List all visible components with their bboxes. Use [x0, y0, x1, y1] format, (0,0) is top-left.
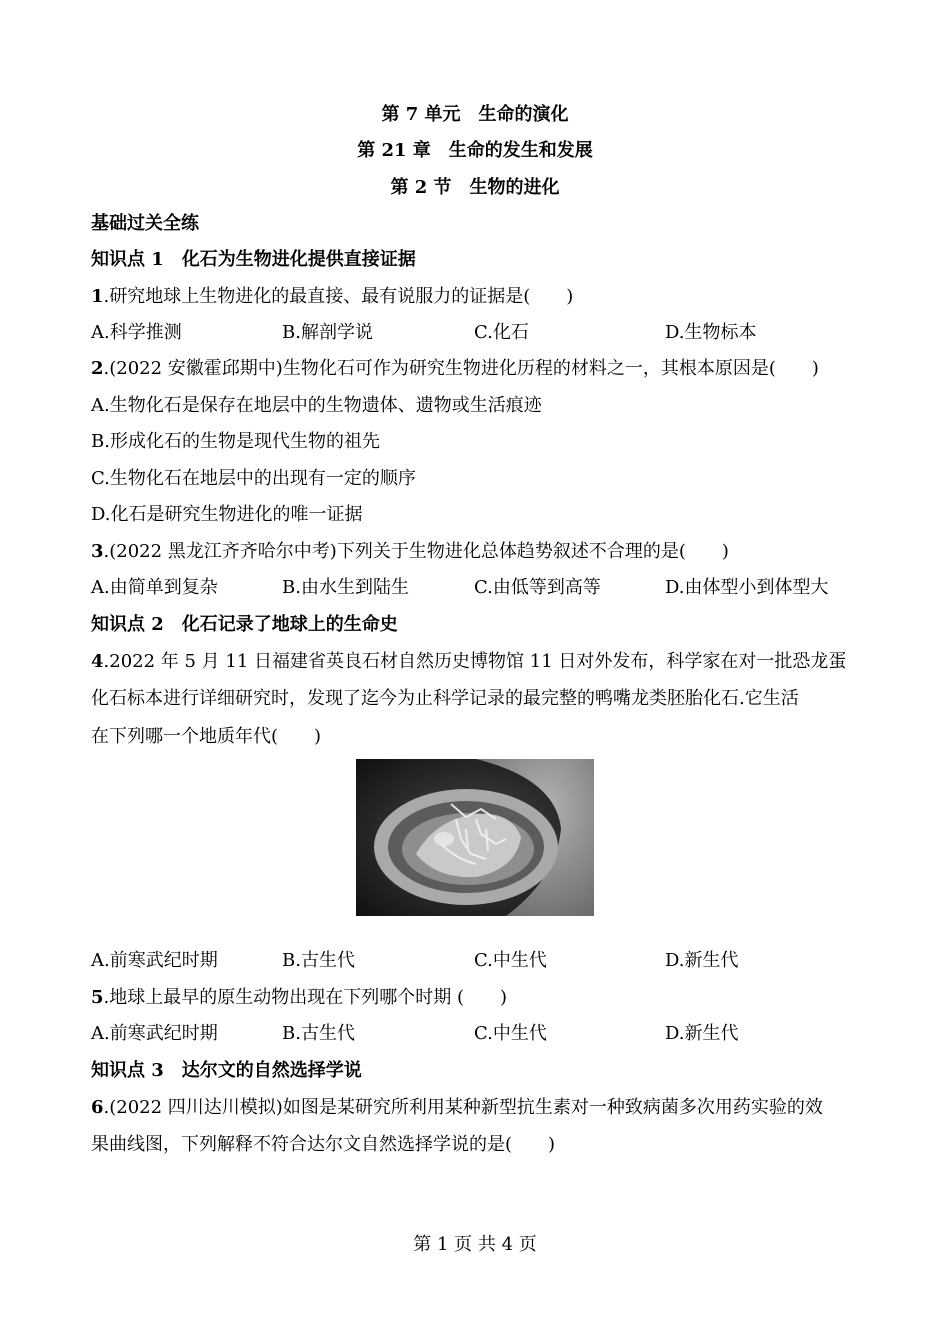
exercise-heading: 基础过关全练 — [91, 213, 199, 234]
question-number: 5 — [91, 987, 104, 1008]
q3-option-c: C.由低等到高等 — [474, 577, 601, 598]
q5-option-c: C.中生代 — [474, 1023, 547, 1044]
knowledge-point-3: 知识点 3 达尔文的自然选择学说 — [91, 1060, 362, 1081]
question-text: .(2022 安徽霍邱期中)生物化石可作为研究生物进化历程的材料之一，其根本原因是( ) — [103, 358, 819, 379]
question-text: .地球上最早的原生动物出现在下列哪个时期 ( ) — [103, 987, 508, 1008]
q1-option-d: D.生物标本 — [665, 322, 757, 343]
question-number: 1 — [91, 286, 104, 307]
question-5 — [91, 986, 507, 1010]
q1-option-b: B.解剖学说 — [282, 322, 373, 343]
question-text: .(2022 黑龙江齐齐哈尔中考)下列关于生物进化总体趋势叙述不合理的是( ) — [103, 541, 729, 562]
question-4-line-2: 化石标本进行详细研究时，发现了迄今为止科学记录的最完整的鸭嘴龙类胚胎化石.它生活 — [91, 688, 799, 709]
knowledge-point-2: 知识点 2 化石记录了地球上的生命史 — [91, 614, 398, 635]
chapter-title: 第 21 章 生命的发生和发展 — [357, 140, 593, 161]
q4-option-d: D.新生代 — [665, 950, 739, 971]
q2-option-b: B.形成化石的生物是现代生物的祖先 — [91, 431, 380, 452]
question-text-line-1: .(2022 四川达川模拟)如图是某研究所利用某种新型抗生素对一种致病菌多次用药实验的效 — [103, 1097, 823, 1118]
q4-option-a: A.前寒武纪时期 — [91, 950, 218, 971]
q3-option-b: B.由水生到陆生 — [282, 577, 409, 598]
question-number: 3 — [91, 541, 104, 562]
question-text: .研究地球上生物进化的最直接、最有说服力的证据是( ) — [103, 286, 574, 307]
q3-option-a: A.由简单到复杂 — [91, 577, 218, 598]
q5-option-a: A.前寒武纪时期 — [91, 1023, 218, 1044]
question-1 — [91, 285, 573, 309]
dinosaur-embryo-fossil-image — [356, 759, 594, 916]
question-number: 4 — [91, 651, 104, 672]
q5-option-b: B.古生代 — [282, 1023, 355, 1044]
question-number: 2 — [91, 358, 104, 379]
question-6-line-2: 果曲线图，下列解释不符合达尔文自然选择学说的是( ) — [91, 1134, 556, 1155]
unit-title: 第 7 单元 生命的演化 — [381, 104, 569, 125]
question-text-line-1: .2022 年 5 月 11 日福建省英良石材自然历史博物馆 11 日对外发布，科学家在对一批恐龙蛋 — [103, 651, 847, 672]
q5-option-d: D.新生代 — [665, 1023, 739, 1044]
question-number: 6 — [91, 1097, 104, 1118]
question-3 — [91, 540, 729, 564]
q4-option-c: C.中生代 — [474, 950, 547, 971]
q1-option-c: C.化石 — [474, 322, 529, 343]
page-footer: 第 1 页 共 4 页 — [413, 1234, 537, 1255]
q1-option-a: A.科学推测 — [91, 322, 182, 343]
section-title: 第 2 节 生物的进化 — [390, 177, 560, 198]
q2-option-a: A.生物化石是保存在地层中的生物遗体、遗物或生活痕迹 — [91, 395, 542, 416]
q2-option-d: D.化石是研究生物进化的唯一证据 — [91, 504, 363, 525]
knowledge-point-1: 知识点 1 化石为生物进化提供直接证据 — [91, 249, 416, 270]
question-2 — [91, 357, 819, 381]
question-4 — [91, 650, 846, 674]
question-6 — [91, 1096, 823, 1120]
q3-option-d: D.由体型小到体型大 — [665, 577, 829, 598]
q2-option-c: C.生物化石在地层中的出现有一定的顺序 — [91, 468, 416, 489]
fossil-illustration — [356, 759, 594, 916]
question-4-line-3: 在下列哪一个地质年代( ) — [91, 726, 322, 747]
q4-option-b: B.古生代 — [282, 950, 355, 971]
